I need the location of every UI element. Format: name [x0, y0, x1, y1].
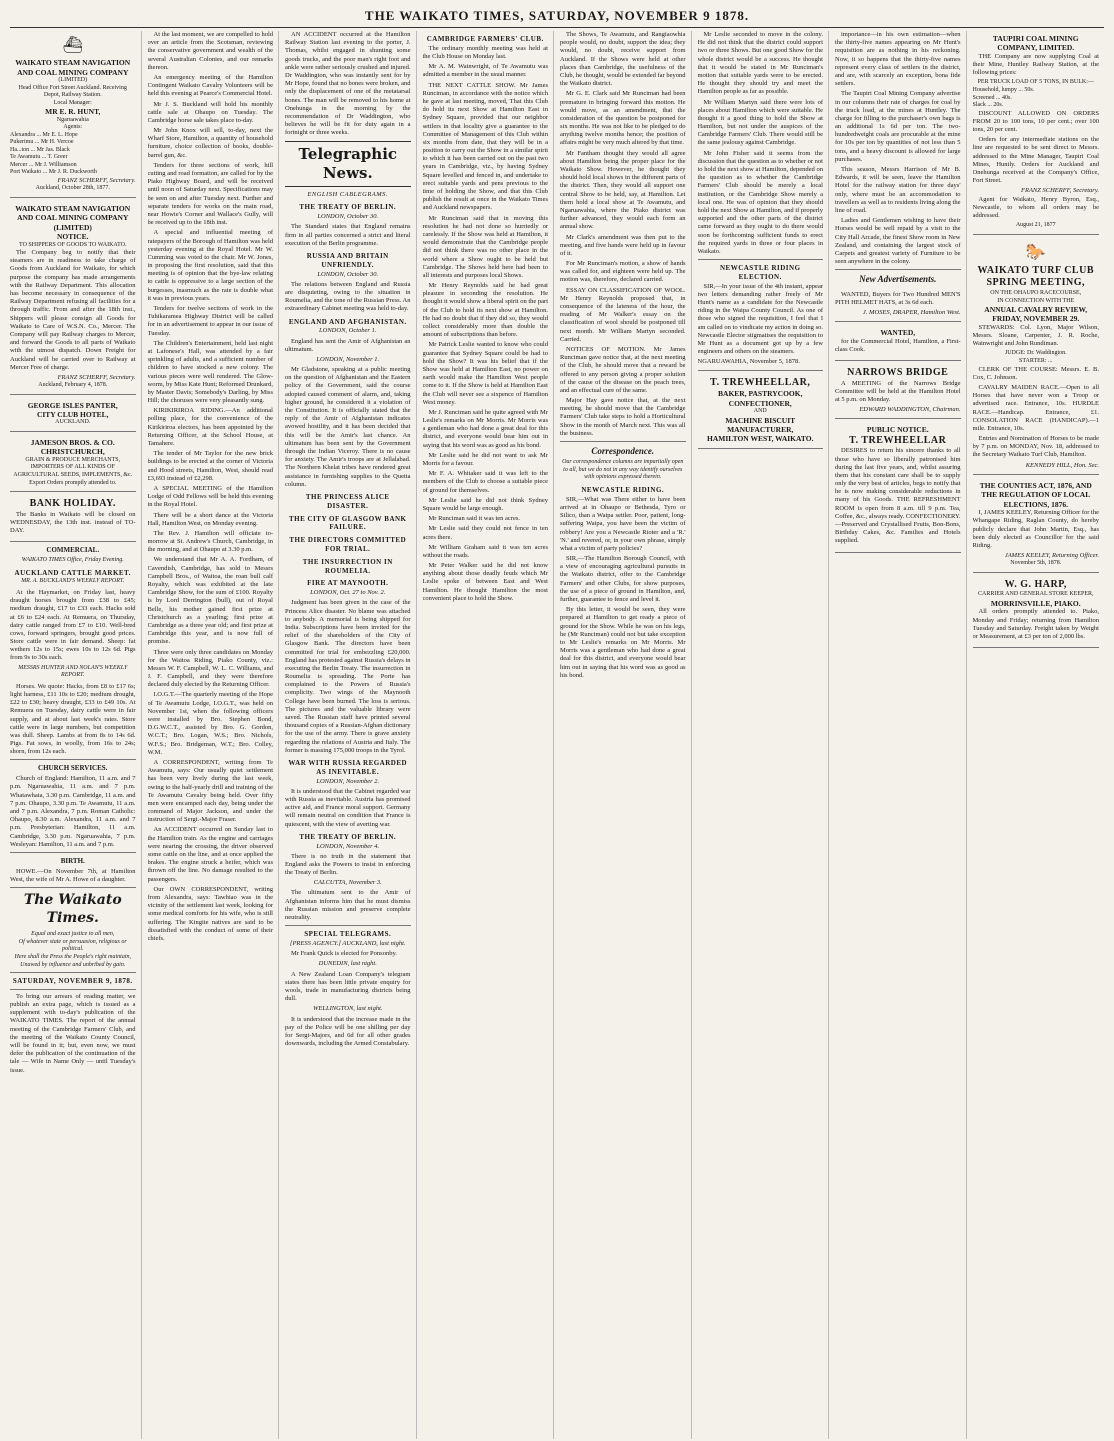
article-paragraph: Mr John Knox will sell, to-day, next the Wharf Store, Hamilton, a quantity of household furniture, choice collection of books, double-barrel gun, &c. [147, 127, 273, 159]
divider [10, 852, 136, 853]
ad-title: PUBLIC NOTICE. [866, 425, 929, 435]
ad-title: GEORGE ISLES PANTER, [27, 400, 118, 410]
article-paragraph: Mr Leslie said he did not want to ask Mr Morris for a favour. [422, 451, 548, 467]
story-head: THE TREATY OF BERLIN. [299, 203, 397, 212]
agent-line: Te Awamutu ... T. Greer [10, 154, 68, 161]
ad-date: Auckland, October 28th, 1877. [35, 185, 110, 192]
ad-bank-holiday [10, 495, 136, 542]
article-paragraph: At the Haymarket, on Friday last, heavy draught horses brought from £38 to £45; medium draught, £17 to £33 each. Hacks sold at £6 to £24 each. At Remuera, on Thursday, dairy cattle ranged from £7 to £10. Well-bred cows, forward springers, brought good prices. Store cattle were in fair demand. Sheep: fat wethers 12s to 15s; ewes 10s to 12s 6d. Pigs from 9s to 30s each. [10, 588, 136, 662]
story-dateline: DUNEDIN, last night. [318, 960, 377, 968]
article-paragraph: Major Hay gave notice that, at the next meeting, he should move that the Cambridge Farmers' Club take steps to hold a Horticultural Show in the month of March next. This was all the business. [560, 397, 686, 437]
story-head: THE DIRECTORS COMMITTED FOR TRIAL. [289, 536, 407, 553]
ad-title: WAIKATO TURF CLUB SPRING MEETING, [977, 264, 1094, 289]
ad-title: WAIKATO STEAM NAVIGATION AND COAL MINING COMPANY (LIMITED) [15, 203, 131, 232]
article-paragraph: There will be a short dance at the Victoria Hall, Hamilton West, on Monday evening. [147, 511, 273, 527]
article-paragraph: Mr Patrick Leslie wanted to know who could guarantee that Sydney Square could be had to hold the Show? It was his belief that if the Show was held at Hamilton East, no power on earth would make the Hamilton West people come to it. If the Show is held at Hamilton East the Club will never see a sixpence of Hamilton West money. [422, 341, 548, 406]
agent-line: Port Waikato ... Mr J. R. Duckworth [10, 169, 97, 176]
story-dateline: LONDON, October 30. [317, 213, 379, 221]
ad-body: The Company beg to notify that their steamers are in readiness to take charge of Goods from Auckland for Waikato, for which purpose the company has made arrangements with the Railway Department. This allocation has become necessary in consequence of the Railway Department refusing all facilities for a through traffic. From and after the 18th inst., Shippers will please consign all Goods for Waikato to Care of W.S.N. Co., Mercer. The Company will pay Railway charges to Mercer, and forward the Goods to all parts of Waikato with the utmost dispatch. Down Freight for Auckland will be carried over to Railway at Mercer Free of charge. [10, 249, 136, 371]
story-head: ENGLAND AND AFGHANISTAN. [288, 317, 407, 326]
ad-title: NARROWS BRIDGE [847, 366, 949, 378]
article-paragraph: Mr J. S. Buckland will hold his monthly cattle sale at Ohaupo on Tuesday. The Cambridge horse sale takes place to-day. [147, 100, 273, 124]
section-heading: AUCKLAND CATTLE MARKET. [14, 568, 131, 577]
article-paragraph: At the last moment, we are compelled to hold over an article from the Scotsman, reviewing the conservative government and wealth of the several Australian Colonies, and our remarks thereon. [147, 31, 273, 71]
ad-addressee: TO SHIPPERS OF GOODS TO WAIKATO. [19, 241, 127, 248]
story-body: There is no truth in the statement that England asks the Powers to insist in enforcing the Treaty of Berlin. [285, 852, 411, 877]
column-3 [285, 31, 417, 1439]
ad-body: STEWARDS: Col. Lyon, Major Wilson, Messrs. Sloane, Carpenter, J. R. Roche, Wainwright and John Rundiman. [972, 323, 1099, 348]
agents-list [10, 132, 136, 177]
article-paragraph: Mr Fantham thought they would all agree about Hamilton being the proper place for the Waikato Show. However, he thought they should hold local shows in the different parts of the district. Then, they would all support one central Show to be held, say, at Hamilton. Let them hold a local show at Te Awamutu, and Ngaruawahia, where the Piako district was further advanced, they would each form an annual show. [560, 149, 686, 231]
paper-motto: Unawed by influence and unbribed by gain. [20, 961, 126, 968]
divider [698, 370, 824, 371]
article-paragraph: Three were only three candidates on Monday for the Waitoa Riding, Piako County, viz.: Messrs W. F. Campbell, W. L. C. Williams, and J. F. Campbell, and they were therefore declared duly elected by the Returning Officer. [147, 648, 273, 689]
ad-waikato-steam-navigation [10, 31, 136, 198]
story-head: THE TREATY OF BERLIN. [299, 832, 397, 841]
column-4 [423, 31, 555, 1439]
article-paragraph: A CORRESPONDENT, writing from Te Awamutu, says: Our usually quiet settlement has been very lively during the last week, owing to the half-yearly drill and training of the Te Awamutu Cavalry being held. Over fifty men were encamped each day, being under the command of Major Jackson, and under the instruction of Sergt.-Major Fraser. [147, 758, 273, 824]
story-head: SPECIAL TELEGRAMS. [304, 930, 392, 939]
ad-jameson-bros [10, 435, 136, 492]
ad-line: GRAIN & PRODUCE MERCHANTS, [25, 456, 121, 463]
divider [835, 269, 961, 270]
story-body: England has sent the Amir of Afghanistan an ultimatum. [285, 337, 411, 353]
ad-line: MACHINE BISCUIT MANUFACTURER, [725, 415, 796, 435]
story-body: The Standard states that England remains firm in all parties concerned a strict and literal execution of the Berlin programme. [285, 223, 411, 247]
ad-sub: CITY CLUB HOTEL, [36, 410, 109, 420]
paper-motto: Here shall the Press the People's right maintain, [14, 954, 131, 961]
ad-date: August 21, 1877 [1015, 222, 1056, 229]
racehorse-icon: 🐎 [1025, 243, 1046, 261]
article-paragraph: A SPECIAL MEETING of the Hamilton Lodge of Odd Fellows will be held this evening in the Royal Hotel. [147, 484, 273, 509]
letter-paragraph: By this letter, it would be seen, they were prepared at Hamilton to get ready a piece of ground for the Show. While he was on his legs, he (Mr Runciman) could not but take exception to Mr Leslie's remarks on Mr Morris. Mr Morris was a gentleman who had done a great deal for this district, and everyone would bear him out in saying that his word was as good as his bond. [560, 606, 686, 679]
ad-line: STARTER: ... [1019, 358, 1053, 365]
story-dateline: [PRESS AGENCY.] AUCKLAND, last night. [289, 940, 406, 948]
letter-paragraph: SIR,—What was There either to have been arrived at in Ohaupo or Bethesda, Tyro or Silico, than a Waipa settler. Poor, patient, long-suffering Waipa, you have been the victim of robbery! Are you a Newcastle Rioter and a 'R.' 'N.' and revered, or, in your own phrase, simply what a victim of party policies? [560, 495, 686, 552]
column-6 [698, 31, 830, 1439]
ad-body: THE Company are now supplying Coal at their Mine, Huntley Railway Station, at the following prices: [972, 52, 1099, 77]
story-dateline: LONDON, October 1. [319, 327, 377, 335]
article-paragraph: Mr A. M. Wainwright, of Te Awamutu was admitted a member in the usual manner. [422, 63, 548, 79]
ad-signature: KENNEDY HILL, Hon. Sec. [1025, 461, 1099, 469]
letter-heading: NEWCASTLE RIDING ELECTION. [719, 264, 801, 281]
ad-body: for the Commercial Hotel, Hamilton, a First-class Cook. [835, 337, 961, 353]
rates-list [973, 87, 1100, 110]
story-head: THE CITY OF GLASGOW BANK FAILURE. [288, 514, 407, 532]
section-sub: MR. A. BUCKLAND'S WEEKLY REPORT. [21, 578, 125, 585]
section-heading: CHURCH SERVICES. [38, 764, 108, 773]
story-dateline: LONDON, November 1. [316, 355, 380, 363]
divider [10, 989, 136, 990]
story-list [285, 203, 411, 1048]
story-dateline: LONDON, Oct. 27 to Nov. 2. [310, 589, 386, 597]
article-paragraph: HOWE.—On November 7th, at Hamilton West, the wife of Mr A. Howe of a daughter. [10, 867, 136, 883]
story-dateline: LONDON, October 30. [317, 270, 379, 278]
ad-signature: EDWARD WADDINGTON, Chairman. [859, 406, 961, 414]
ad-line: IN CONNECTION WITH THE [997, 297, 1075, 304]
columns [10, 31, 1104, 1439]
paper-motto: Of whatever state or persuasion, religious or political. [18, 938, 127, 953]
ad-line: CARRIER AND GENERAL STORE KEEPER, [977, 591, 1094, 598]
story-body: The ultimatum sent to the Amir of Afghanistan informs him that he must dismiss the Russian mission and preserve complete neutrality. [285, 889, 411, 922]
ad-agents-label: Agents: [63, 124, 83, 131]
article-paragraph: An ACCIDENT occurred on Sunday last to the Hamilton train. As the engine and carriages were nearing the crossing, the driver observed some cattle on the line, and at once applied the brakes. The engine struck a heifer, which was thrown off the line. No damage resulted to the passengers. [147, 826, 273, 883]
story-dateline: LONDON, November 4. [316, 842, 380, 850]
article-paragraph: KIRIKIRIROA RIDING.—An additional polling place, for the convenience of the Kirikiriroa electors, has been appointed by the Returning Officer, at the School House, at Tamahere. [147, 407, 273, 447]
ad-title: BANK HOLIDAY. [29, 498, 116, 510]
ad-line: AND [753, 408, 767, 415]
article-paragraph: importance—in his own estimation—when the thirty-five names appearing on Mr Hunt's requisition are as nothing in his reckoning. Now, it so happens that the thirty-five names represent every class of settlers in the district, and are, with scarcely an exception, bona fide settlers. [835, 31, 961, 88]
paper-title: The Waikato Times. [23, 892, 122, 926]
ad-place: HAMILTON WEST, WAIKATO. [707, 434, 814, 444]
divider [10, 972, 136, 973]
column-7 [835, 31, 967, 1439]
ad-body: DESIRES to return his sincere thanks to all those who have so liberally patronised him during the last five years, and, whilst assuring them that his constant care shall be to supply only the very best of articles, begs to notify that he is now making considerable reductions in many of his Goods. THE REFRESHMENT ROOM is open from 8 a.m. till 9 p.m. Tea, Coffee, &c., always ready. CONFECTIONERY.—Preserved and Crystallised Fruits, Bon-Bons, Birthday Cakes, &c. Families and Hotels supplied. [835, 447, 961, 545]
letter-paragraph: SIR,—The Hamilton Borough Council, with a view of encouraging agricultural pursuits in the Waikato district, offer to the Cambridge Farmers' and other Clubs, for show purposes, the use of a piece of ground in Hamilton, and, further, guarantee to fence and level it. [560, 555, 686, 604]
divider [560, 441, 686, 442]
ad-signature: FRANZ SCHERFF, Secretary. [57, 373, 136, 381]
article-heading: CAMBRIDGE FARMERS' CLUB. [426, 35, 544, 43]
ad-notice: NOTICE. [57, 232, 89, 242]
ad-body: Agent for Waikato, Henry Byron, Esq., Newcastle, to whom all orders may be addressed. [972, 195, 1099, 219]
story-dateline: LONDON, November 2. [316, 777, 380, 785]
story-body: The relations between England and Russia are disquieting, owing to the situation in Roumelia, and the tone of the Russian Press. An extraordinary Cabinet meeting was held to-day. [285, 280, 411, 313]
story-body: A New Zealand Loan Company's telegram states there has been little private enquiry for wools, trade in manufacturing districts being dull. [285, 970, 411, 1003]
ad-turf-club [973, 238, 1100, 475]
ad-line: ANNUAL CAVALRY REVIEW, [984, 305, 1088, 315]
article-paragraph: The tender of Mr Taylor for the new brick buildings to be erected at the corner of Victoria and Hood streets, Hamilton, West, should read £3,693 instead of £2,298. [147, 450, 273, 482]
section-heading: COMMERCIAL. [46, 546, 100, 555]
paper-motto: Equal and exact justice to all men, [31, 931, 115, 938]
story-body: Mr Gladstone, speaking at a public meeting on the question of Afghanistan and the Eastern policy of the Government, said the course adopted caused comment of alarm, and, taking higher ground, he considered it a violation of the Constitution. It is officially stated that the reply of the Amir of Afghanistan indicates avowed hostility, and it has been decided that this will be the Amir's last chance. An ultimatum has been sent by the Government through the Indian Viceroy. There is no cause for anxiety. The Amir's troops are at Jellalabad. The Northern Khelat tribes have rendered great assistance in furnishing supplies to the Quetta column. [285, 366, 411, 488]
article-paragraph: This season, Messrs Harrison of Mr B. Edwards, it will be seen, leave the Hamilton Hotel for the railway station for three days' only, where must be an accommodation to travellers as well as to residents living along the line of road. [835, 166, 961, 214]
article-paragraph: The Children's Entertainment, held last night at Lafonese's Hall, was attended by a fair sprinkling of adults, and a sufficient number of children to have stocked a new colony. The various pieces were well rendered. The Glow-worm, by Miss Kate Hunt; Reformed Drunkard, by Master Davis; Somebody's Darling, by Miss Hill; the choruses were very pleasantly sung. [147, 339, 273, 405]
ad-body: CLERK OF THE COURSE: Messrs. E. B. Cox, C. Johnson. [972, 365, 1099, 381]
ad-sub: ON THE OHAUPO RACECOURSE, [990, 289, 1082, 296]
ad-place: CHRISTCHURCH, [40, 447, 105, 457]
column-1 [10, 31, 142, 1439]
article-paragraph: We understand that Mr A. A. Fordham, of Cavendish, Cambridge, has sold to Messrs Campbell Bros., of Waitoa, the roan bull calf Royalty, which was exhibited at the late Cambridge Show, for the sum of £100. Royalty is by Lord Derrington (bull), out of Royal Belle, his mother gained first prize at Christchurch as a yearling; first prize at Cambridge as a three year old; and first prize at Cambridge this year, and is now full of promise. [147, 556, 273, 646]
section-banner-telegraphic: Telegraphic News. [285, 141, 411, 187]
article-paragraph: AN ACCIDENT occurred at the Hamilton Railway Station last evening to the porter, J. Thomas, whilst engaged in shunting some goods trucks, and the poor man's right foot and ankle were rather seriously crushed and injured. Dr Waddington, who was instantly sent for by Mr Hope, found that no bones were broken, and only the displacement of one of the metatarsal bones. The man will be removed to his home at Onehunga in the morning by the recommendation of Dr Waddington, who believes he will be fit for duty again in a fortnight or three weeks. [285, 31, 411, 137]
article-paragraph: To bring our arrears of reading matter, we publish an extra page, which is issued as a supplement with to-day's publication of the WAIKATO TIMES. The report of the annual meeting of the Cambridge Farmers' Club, and the meeting of the Waikato County Council, will be found in it; but, even now, we must defer the publication of the continuation of the tale — Wife in Name Only — until Tuesday's issue. [10, 992, 136, 1074]
story-body: It is understood that the Cabinet regarded war with Russia as inevitable. Austria has promised active aid, and France moral support. Germany will remain neutral on condition that France is quiescent, with the view of averting war. [285, 787, 411, 828]
ad-narrows-bridge [835, 364, 961, 419]
letter-heading: NEWCASTLE RIDING. [581, 485, 665, 494]
ad-body: WANTED, Buyers for Two Hundred MEN'S PITH HELMET HATS, at 3s 6d each. [835, 290, 961, 306]
ad-wanted-buyers [835, 288, 961, 323]
divider [10, 759, 136, 760]
ad-shippers-notice [10, 201, 136, 395]
story-head: RUSSIA AND BRITAIN UNFRIENDLY. [306, 251, 389, 269]
article-paragraph: Mr Henry Reynolds said he had great pleasure in seconding the resolution. He thought it would show a liberal spirit on the part of the Club to hold its next show at Hamilton. He had no doubt that if they did so, they would collect considerably more than double the amount of subscriptions than before. [422, 282, 548, 339]
ad-public-notice [835, 422, 961, 552]
article-paragraph: Mr F. A. Whitaker said it was left to the members of the Club to choose a suitable piece of ground for themselves. [422, 470, 548, 494]
ad-title: W. G. HARP, [1004, 578, 1067, 590]
ad-title: JAMESON BROS. & CO. [30, 438, 115, 448]
agent-line: Mercer ... Mr J. Williamson [10, 161, 77, 168]
article-paragraph: ESSAY ON CLASSIFICATION OF WOOL. Mr Henry Reynolds proposed that, in consequence of the lateness of the hour, the reading of Mr Walker's essay on the classification of wool should be postponed till next month. Mr William Martyn seconded. Carried. [560, 286, 686, 343]
column-5 [560, 31, 692, 1439]
story-body: It is understood that the increase made in the pay of the Police will be one shilling per day for Sergt-Majors, and 6d for all other grades downwards, including the Armed Constabulary. [285, 1015, 411, 1048]
ad-body: Orders for any intermediate stations on the line are requested to be sent direct to Messrs. addressed to the Mine Manager, Taupiri Coal Mines, Huntly. Orders for Auckland and Onehunga received at the Company's Office, Fort Street. [972, 136, 1099, 185]
article-paragraph: The Taupiri Coal Mining Company advertise in our columns their rate of charges for coal by the truck load, at the mines at Huntley. The charge for filling to the purchaser's own bags is an additional 1s 6d per ton. The two-hundredweight coals are procurable at the mine for 10s per ton by quantities of not less than 5 tons, and a heavy discount is allowed for large purchases. [835, 90, 961, 163]
article-paragraph: Ladies and Gentlemen wishing to have their Horses would be well repaid by a visit to the City Hall Arcade, the finest Show room in New Zealand, and containing the largest stock of Carpets and greatest variety of Furniture to be seen anywhere in the colony. [835, 217, 961, 266]
ad-body: All orders promptly attended to. Piako, Monday and Friday; returning from Hamilton Tuesday and Saturday. Freight taken by Weight or Measurement, at £3 per ton of 2,000 lbs. [972, 608, 1099, 640]
section-heading-correspondence: Correspondence. [591, 446, 655, 456]
article-paragraph: Our OWN CORRESPONDENT, writing from Alexandra, says: Tawhiao was in the vicinity of the settlement last week, looking for some medical comforts for his wife, who is still suffering. The Kingite natives are said to be dissatisfied with the conduct of some of their chiefs. [147, 885, 273, 942]
story-dateline: CALCUTTA, November 3. [313, 879, 382, 887]
ad-body: I, JAMES KEELEY, Returning Officer for the Whangape Riding, Raglan County, do hereby publicly declare that John Martin, Esq., has been duly elected as Councillor for the said Riding. [972, 509, 1099, 549]
ad-body: DISCOUNT ALLOWED ON ORDERS FROM 20 to 100 tons, 10 per cent.; over 100 tons, 20 per cent. [972, 109, 1099, 133]
ad-signature: JAMES KEELEY, Returning Officer. [1004, 552, 1099, 560]
section-sub: WAIKATO TIMES Office, Friday Evening. [21, 557, 124, 564]
rate-line: Screened ... 40s. [972, 94, 1012, 101]
article-paragraph: Mr Leslie said he did not think Sydney Square would be large enough. [422, 496, 548, 512]
article-paragraph: Church of England: Hamilton, 11 a.m. and 7 p.m. Ngaruawahia, 11 a.m. and 7 p.m. Whatawhata, 3.30 p.m. Cambridge, 11 a.m. and 7 p.m. Ohaupo, 3.30 p.m. Te Awamutu, 11 a.m. and 7 p.m. Alexandra, 7 p.m. Roman Catholic: Ohaupo, 8.30 a.m. Alexandra, 11 a.m. and 7 p.m. Presbyterian: Hamilton, 11 a.m. Cambridge, 3.30 p.m. Ngaruawahia, 7 p.m. Wesleyan: Hamilton, 11 a.m. and 7 p.m. [10, 775, 136, 848]
ad-signature: FRANZ SCHERFF, Secretary. [57, 177, 136, 185]
ad-trewheellar-baker [698, 374, 824, 449]
divider [698, 259, 824, 260]
ad-line: MORRINSVILLE, PIAKO. [990, 598, 1081, 608]
ad-manager: MR E. R. HUNT, [45, 107, 101, 117]
letter-paragraph: SIR,—In your issue of the 4th instant, appear two letters demanding rather freely of Mr Hunt's name as a candidate for the Newcastle riding in the Waipa County Council. As one of those who signed the requisition, I feel that I am called on to vindicate my action in doing so. Newcastle Elector stigmatises the requisition to Mr Hunt as a document got up by a few engineers and others on the steamers. [697, 282, 823, 356]
ad-line: FRIDAY, NOVEMBER 29. [992, 314, 1080, 324]
column-8 [973, 31, 1105, 1439]
article-paragraph: Horses. We quote: Hacks, from £8 to £17 6s; light harness, £11 10s to £20; medium drought, £22 to £30; heavy draught, £33 to £49 10s. At Remuera on Tuesday, dairy cattle were in fair supply, and at about last week's rates. Store cattle were in large numbers, but competition was dull. Sheep. Lambs at from 8s to 14s 6d. Pigs. Fat sows, in woolly, from 16s to 24s; shorn, from 12s each. [10, 682, 136, 756]
article-paragraph: Mr John Fisher said it seems from the discussion that the question as to whether or not to hold the next show at Hamilton, depended on the question as to whether the Cambridge Farmers' Club should be merely a local institution, or the Cambridge Show merely a local one. He was of opinion that they should hold the next Show at Hamilton, and if properly supported and the other parts of the district came forward as they ought to do there would soon be forthcoming sufficient funds to erect the required yards in three or four places in Waikato. [697, 149, 823, 255]
article-paragraph: Mr Runciman said it was ten acres. [428, 515, 521, 523]
ad-location: Ngaruawahia [56, 116, 89, 123]
article-paragraph: An emergency meeting of the Hamilton Contingent Waikato Cavalry Volunteers will be held this evening at Pearce's Commercial Hotel. [147, 73, 273, 98]
article-paragraph: For Mr Runciman's motion, a show of hands was called for, and eighteen were held up. The motion was, therefore, declared carried. [560, 260, 686, 284]
section-heading: BIRTH. [60, 856, 85, 865]
ad-wanted-cook [835, 325, 961, 361]
ad-date: November 5th, 1878. [1010, 560, 1062, 567]
section-heading-new-ads: New Advertisements. [859, 274, 937, 285]
story-head: THE PRINCESS ALICE DISASTER. [305, 492, 390, 510]
letter-signature: NGARUAWAHIA, November 5, 1878. [697, 358, 800, 366]
article-paragraph: Tenders for three sections of work, hill cutting and road formation, are called for by the Piako Highway Board, and will be received until noon of Saturday next. Specifications may be seen on and after Tuesday next. Further and separate tenders for works on the main road, near Howie's Corner and Wallace's Gully, will be received up to the 18th inst. [147, 161, 273, 227]
ad-place: AUCKLAND. [55, 419, 91, 426]
ad-limited: (LIMITED) [58, 77, 88, 84]
article-paragraph: The Rev. J. Hamilton will officiate to-morrow at St. Andrew's Church, Cambridge, in the morning, and at Ohaupo at 3.30 p.m. [147, 529, 273, 554]
ad-body: CAVALRY MAIDEN RACE.—Open to all Horses that have never won a Troop or advertised race. Entrance, 10s. HURDLE RACE.—Handicap. Entrance, £1. CONSOLATION RACE (HANDICAP).—1 mile. Entrance, 10s. [972, 383, 1099, 432]
article-paragraph: Mr Peter Walker said he did not know anything about those deadly feuds which Mr Leslie spoke of between East and West Hamilton. He thought Hamilton the most convenient place to hold the Show. [422, 562, 548, 602]
story-head: WAR WITH RUSSIA REGARDED AS INEVITABLE. [288, 758, 408, 776]
ad-counties-act [973, 478, 1100, 573]
divider [10, 887, 136, 888]
article-paragraph: I.O.G.T.—The quarterly meeting of the Hope of Te Awamutu Lodge, I.O.G.T., was held on November 1st, when the following officers were installed by Bro. Stephen Bond, D.G.W.C.T., assisted by Bro. G. Gordon, W.C.T.; Bro. Logan, W.S.; Bro. Nichols, W.F.S.; Bro. Bridgeman, W.T.; Bro. Colley, W.M. [147, 691, 273, 756]
article-paragraph: Mr J. Runciman said he quite agreed with Mr Leslie's remarks on Mr Morris. Mr Morris was a gentleman who had done a great deal for this district, and everyone would bear him out in saying that his word was as good as his bond. [422, 408, 548, 449]
article-paragraph: A special and influential meeting of ratepayers of the Borough of Hamilton was held yesterday evening at the Royal Hotel. Mr W. Cumming was voted to the chair. Mr W. Jones, in proposing the first resolution, said that this meeting is of opinion that the bye-law relating to cattle is oppressive to a large section of the burgesses, inasmuch as the rate is double what it was in previous years. [147, 229, 273, 302]
article-paragraph: Tenders for twelve sections of work in the Tuhikaramea Highway District will be called for in an advertisement to appear in our issue of Tuesday. [147, 305, 273, 337]
article-paragraph: Mr Clark's amendment was then put to the meeting, and five hands were held up in favour of it. [560, 233, 686, 257]
article-paragraph: Mr Leslie seconded to move in the colony. He did not think that the district could support two or three Shows. But one good Show for the whole district would be a success. He thought that it would be stated in Mr Runciman's motion that suitable yards were to be erected. He thought they should try and meet the Hamilton people as far as possible. [697, 31, 823, 96]
story-head: FIRE AT MAYNOOTH. [307, 579, 389, 588]
ad-title: T. TREWHEELLAR, [710, 376, 811, 388]
article-paragraph: THE NEXT CATTLE SHOW. Mr James Runciman, in accordance with the notice which he gave at last meeting, moved, That this Club do hold its next Show at Hamilton East in Sydney Square, provided that our neighbor settlers in that locality give a guarantee to the Committee of Management of this Club within six months from date, that they will be in a position to carry out the Show in a similar spirit to which it has been carried out on the past two years in Cambridge, viz., by having Sydney Square levelled and fenced in, and undertake to erect suitable yards and pens previous to the time of holding the Show, and that this Club publish the result at once in the Waikato Times and Auckland newspapers. [422, 81, 548, 212]
ad-taupiri-coal [973, 31, 1100, 235]
ad-offices: Head Office Fort Street Auckland. Receiving Depot, Railway Station. [18, 84, 127, 99]
section-sub: Our correspondence columns are impartially open to all, but we do not in any way identify ourselves with opinions expressed therein. [562, 459, 684, 481]
agent-line: Pukerimu ... Mr H. Vercoe [10, 139, 74, 146]
ad-line: JUDGE: Dr. Waddington. [1004, 350, 1067, 357]
section-sub: MESSRS HUNTER AND NOLAN'S WEEKLY REPORT. [18, 664, 128, 679]
column-2 [148, 31, 280, 1439]
ad-title: WANTED, [880, 328, 916, 338]
story-dateline: WELLINGTON, last night. [312, 1005, 383, 1013]
ad-w-g-harp [973, 576, 1100, 648]
story-head: THE INSURRECTION IN ROUMELIA. [302, 557, 393, 575]
article-paragraph: NOTICES OF MOTION. Mr James Runciman gave notice that, at the next meeting of the Club, he should move that a reward be offered to any person giving a proper solution of the cause of the disease on the peach trees, and an effectual cure of the same. [560, 345, 686, 394]
ad-title: THE COUNTIES ACT, 1876, AND THE REGULATION OF LOCAL ELECTIONS, 1876. [979, 480, 1092, 509]
rate-line: Household, lumpy ... 50s. [972, 86, 1035, 93]
ad-title: TAUPIRI COAL MINING COMPANY, LIMITED. [992, 34, 1079, 53]
ad-line: BAKER, PASTRYCOOK, CONFECTIONER, [718, 389, 803, 408]
ad-body: Entries and Nomination of Horses to be made by 7 p.m. on MONDAY, Nov. 18, addressed to the Secretary Waikato Turf Club, Hamilton. [972, 435, 1099, 459]
article-paragraph: Mr William Martyn said there were lots of places about Hamilton which were suitable. He thought it a good thing to hold the Show at Hamilton, but not under the auspices of the Cambridge Farmers' Club. There would still be the same jealousy against Cambridge. [697, 98, 823, 147]
article-paragraph: The Shows, Te Awamutu, and Rangiaowhia people would, no doubt, support the idea; they would, no doubt, receive support from Auckland. If the Shows were held at other places than Cambridge, the usefulness of the Club, he thought, would be extended far beyond the Waikato district. [560, 31, 686, 88]
story-body: Judgment has been given in the case of the Princess Alice disaster. No blame was attached to anybody. A memorial is being shipped for India. Subscriptions have been invited for the relief of the shareholders of the City of Glasgow Bank. The directors have been committed for trial for embezzling £20,000. England has protested against Russia's delays in executing the Berlin Treaty. The insurrection in Roumelia is spreading. The Porte has complained to the Powers of Russia's complicity. Two wings of the Maynooth College have been burned. The loss is serious. The pictures and the valuable library were saved. The Russian staff have printed several thousand copies of a Russian-Afghan dictionary for the use of the army. There is grave anxiety regarding the relations of Austria and Italy. The former is massing 175,000 troops in the Tyrol. [285, 599, 411, 754]
section-sub: ENGLISH CABLEGRAMS. [307, 191, 389, 199]
ad-rates-label: PER TRUCK LOAD OF 5 TONS, IN BULK:— [977, 79, 1094, 86]
article-paragraph: Mr Leslie said they could not fence in ten acres there. [422, 525, 548, 541]
agent-line: Alexandra ... Mr E. L. Hope [10, 131, 78, 138]
ad-signature: FRANZ SCHERFF, Secretary. [1021, 187, 1099, 195]
masthead: THE WAIKATO TIMES, SATURDAY, NOVEMBER 9 1878. [10, 6, 1104, 28]
ad-george-isles-panter [10, 398, 136, 432]
ad-date: Auckland, February 4, 1878. [38, 382, 108, 389]
article-paragraph: Mr G. E. Clark said Mr Runciman had been premature in bringing forward this motion. He would move, as an amendment, that the consideration of the question be postponed for six months. He was not like to be pledged to do anything twelve months hence; the position of affairs might be very much altered by that time. [560, 90, 686, 147]
paper-date: SATURDAY, NOVEMBER 9, 1878. [12, 977, 133, 986]
rate-line: Slack ... 20s. [972, 102, 1004, 109]
steamship-icon: ⛴ [62, 37, 83, 54]
divider [285, 925, 411, 926]
article-paragraph: The ordinary monthly meeting was held at the Club House on Monday last. [422, 44, 548, 60]
ad-line: Export Orders promptly attended to. [29, 479, 117, 486]
article-paragraph: Mr William Graham said it was ten acres without the roads. [422, 543, 548, 559]
ad-name: T. TREWHEELLAR [849, 434, 947, 446]
ad-line: IMPORTERS OF ALL KINDS OF AGRICULTURAL SEEDS, IMPLEMENTS, &c. [13, 464, 133, 478]
ad-body: The Banks in Waikato will be closed on WEDNESDAY, the 13th inst. instead of TO-DAY. [10, 510, 136, 535]
article-paragraph: Mr Runciman said that in moving this resolution he had not done so hurriedly or carelessly. If the Show was held at Hamilton, it would demonstrate that the Cambridge people did not think there was no other place in the world where a Show ought to be held but Cambridge. The Shows held here had been to all interests and purposes local Shows. [422, 214, 548, 279]
ad-manager-label: Local Manager: [53, 99, 92, 106]
ad-title: WAIKATO STEAM NAVIGATION AND COAL MINING COMPANY [15, 58, 131, 77]
ad-signature: J. MOSES, DRAPER, Hamilton West. [862, 308, 961, 316]
agent-line: Ha...ton ... Mr Jas. Black [10, 146, 70, 153]
story-body: Mr Frank Quick is elected for Ponsonby. [291, 950, 397, 958]
ad-body: A MEETING of the Narrows Bridge Committee will be held at the Hamilton Hotel at 5 p.m. on Monday. [835, 379, 961, 403]
